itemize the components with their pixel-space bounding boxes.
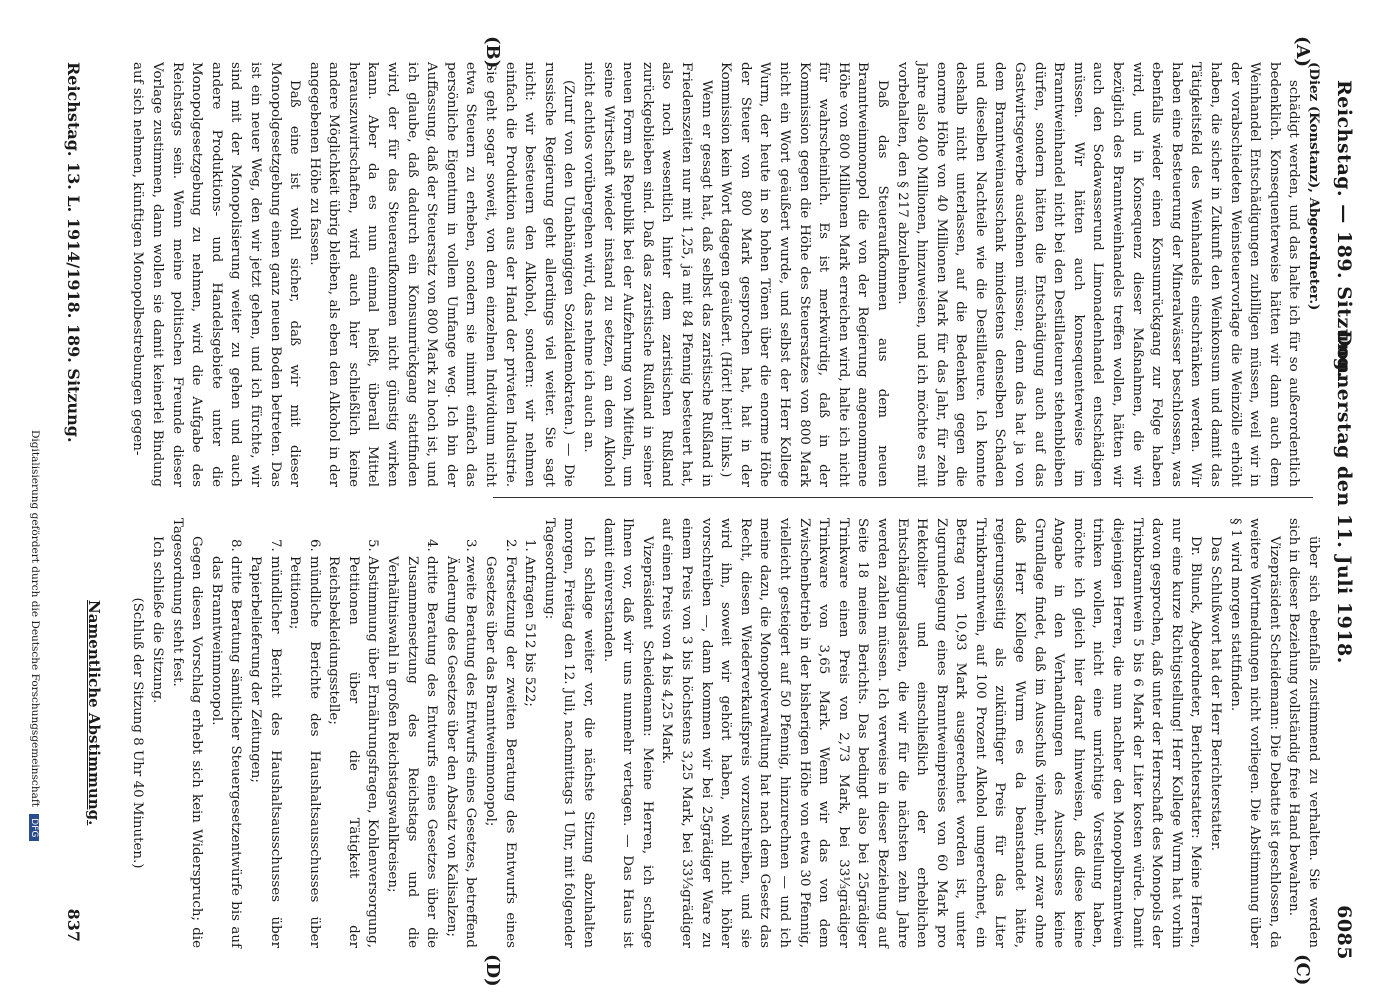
agenda-item: 2. Fortsetzung der zweiten Beratung des Entwurfs eines Gesetzes über das Branntweinmonopol; (480, 556, 519, 948)
agenda-item: 1. Anfragen 512 bis 522; (520, 556, 540, 948)
left-paragraph: Daß das Steueraufkommen aus dem neuen Branntweinmonopol die von der Regierung angenommene Höhe von 800 Millionen Mark erreichen wird, halte ich nicht für wahrscheinlich. Es ist merkwürdig, daß in der Kommission gegen die Höhe des Steuersatzes von 800 Mark nicht ein Wort geäußert wurde, und selbst der Herr Kollege Wurm, der heute in so hohen Tönen über die enorme Höhe der Steuer von 800 Mark gesprochen hat, hat in der Kommission kein Wort dagegen geäußert. (Hört! hört! links.) (718, 62, 890, 487)
digitization-note (29, 430, 41, 841)
page-footer (53, 62, 83, 942)
namentliche-heading: Namentliche Abstimmung. (85, 600, 103, 826)
header-center: Donnerstag den 11. Juli 1918. (1333, 330, 1355, 664)
footer-page-number: 837 (64, 908, 83, 942)
right-paragraph: Vizepräsident Scheidemann: Die Debatte ist geschlossen, da weitere Wortmeldungen nicht vorliegen. Die Abstimmung über § 1 wird morgen stattfinden. (1227, 518, 1282, 948)
right-paragraph: Dr. Blunck, Abgeordneter, Berichterstatter: Meine Herren, nur eine kurze Richtigstellung! Herr Kollege Wurm hat vorhin davon gesprochen, daß unter der Herrschaft des Monopols der Trinkbranntwein 5 bis 6 Mark der Liter kosten würde. Damit diejenigen Herren, die nun nachher den Monopolbranntwein trinken wollen, nicht eine unrichtige Vorstellung haben, möchte ich gleich hier darauf hinweisen, daß diese keine Angabe in den Verhandlungen des Ausschusses keine Grundlage findet, daß im Ausschuß vielmehr, und zwar ohne daß Herr Kollege Wurm es da beanstandet hätte, regierungsseitig als zukünftiger Preis für das Liter Trinkbranntwein, auf 100 Prozent Alkohol umgerechnet, ein Betrag von 10,93 Mark ausgerechnet worden ist, unter Zugrundelegung eines Branntweinpreises von 60 Mark pro Hektoliter und einschließlich der erheblichen Entschädigungslasten, die wir für die nächsten zehn Jahre werden zahlen müssen. Ich verweise in dieser Beziehung auf Seite 18 meines Berichts. Das bedingt also bei 25grädiger Trinkware einen Preis von 2,73 Mark, bei 33⅓grädiger Trinkware von 3,65 Mark. Wenn wir das von dem Zwischenbetrieb in der bisherigen Höhe von etwa 30 Pfennig, vielleicht gesteigert auf 50 Pfennig, hinzurechnen — und ich meine dazu, die Monopolverwaltung hat nach dem Gesetz das Recht, diesen Wiederverkaufspreis vorzuschreiben, und sie wird ihn, soweit wir gehört haben, wohl nicht höher vorschreiben —, dann kommen wir bei 25grädiger Ware zu einem Preis von 3 bis höchstens 3,25 Mark, bei 33⅓grädiger auf einen Preis von 4 bis 4,25 Mark. (659, 518, 1204, 948)
right-paragraph: Ich schlage weiter vor, die nächste Sitzung abzuhalten morgen, Freitag den 12. Juli, nachmittags 1 Uhr, mit folgender Tagesordnung: (541, 518, 597, 948)
closing-paragraph: Ich schließe die Sitzung. (149, 536, 165, 704)
column-divider (493, 497, 1313, 498)
digitization-text: Digitalisierung gefördert durch die Deutsche Forschungsgemeinschaft (29, 430, 41, 807)
agenda-item: 4. dritte Beratung des Entwurfs eines Gesetzes über die Zusammensetzung des Reichstags und die Verhältniswahl in großen Reichstagswahlkreisen; (383, 556, 442, 948)
left-column (128, 62, 1323, 487)
right-paragraph: Vizepräsident Scheidemann: Meine Herren, ich schlage Ihnen vor, daß wir uns nunmehr vertagen. — Das Haus ist damit einverstanden. (600, 518, 655, 948)
margin-c: (C) (1292, 954, 1313, 986)
footer-left: Reichstag. 13. L. 1914/1918. 189. Sitzung. (64, 62, 83, 443)
page-header (1327, 80, 1361, 960)
agenda-list (206, 518, 539, 948)
margin-b: (B) (482, 36, 503, 69)
session-end-note: (Schluß der Sitzung 8 Uhr 40 Minuten.) (130, 597, 146, 869)
right-paragraph: Das Schlußwort hat der Herr Berichterstatter. (1208, 536, 1224, 852)
header-left: Reichstag. — 189. Sitzung. (1333, 80, 1355, 379)
agenda-item: 8. dritte Beratung sämtlicher Steuergesetzentwürfe bis auf das Branntweinmonopol. (206, 556, 245, 948)
margin-d: (D) (482, 954, 503, 987)
left-paragraph: (Diez (Konstanz), Abgeordneter.) (1306, 62, 1322, 311)
closing-paragraph: Gegen diesen Vorschlag erhebt sich kein Widerspruch; die Tagesordnung steht fest. (169, 518, 205, 948)
left-paragraph: schädigt werden, und das halte ich für so außerordentlich bedenklich. Konsequenterweise hätten wir dann auch dem Weinhandel Entschädigungen zubilligen müssen, weil wir in der vorabschiedeten Weinsteuervorlage die Weinzölle erhöht haben, die sicher in Zukunft den Weinkonsum und damit das Tätigkeitsfeld des Weinhandels einschränken werden. Wir haben eine Besteuerung der Mineralwässer beschlossen, was ebenfalls wieder einen Konsumrückgang zur Folge haben wird, und in Konsequenz dieser Maßnahmen, die wir bezüglich des Branntweinhandels treffen wollen, hätten wir auch den Sodawasserund Limonadenhandel entschädigen müssen. Wir hätten auch konsequenterweise im Branntweinhandel nicht bei den Destillateuren stehenbleiben dürfen, sondern hätten die Entschädigung auch auf das Gastwirtsgewerbe ausdehnen müssen; denn das hat ja von dem Branntweinausschank mindestens denselben Schaden und dieselben Nachteile wie die Destillateure. Ich konnte deshalb nicht unterlassen, auf die Bedenken gegen die enorme Höhe von 40 Millionen Mark für das Jahr, für zehn Jahre also 400 Millionen, hinzuweisen, und ich möchte es mit vorbehalten, den § 217 abzulehnen. (894, 62, 1302, 487)
page-number: 6085 (1333, 905, 1355, 960)
right-paragraph: über sich ebenfalls zustimmend zu verhalten. Sie werden sich in dieser Beziehung vollständig freie Hand bewahren. (1286, 518, 1321, 948)
agenda-item: 6. mündliche Berichte des Haushaltsausschusses über Petitionen; (285, 556, 324, 948)
agenda-item: 5. Abstimmung über Ernährungsfragen, Kohlenversorgung, Petitionen über die Tätigkeit der Reichsbekleidungsstelle; (324, 556, 383, 948)
agenda-item: 7. mündlicher Bericht des Haushaltsausschusses über Papierbelieferung der Zeitungen; (245, 556, 284, 948)
right-column (128, 518, 1323, 948)
margin-a: (A) (1292, 36, 1313, 67)
left-paragraph: (Zuruf von den Unabhängigen Sozialdemokraten.) — Die russische Regierung geht allerdings viel weiter. Sie sagt nicht: wir besteuern den Alkohol, sondern: wir nehmen einfach die Produktion aus der Hand der privaten Industrie. Sie geht sogar soweit, von dem einzelnen Individuum nicht etwa Steuern zu erheben, sondern sie nimmt einfach das persönliche Eigentum in vollem Umfange weg. Ich bin der Auffassung, daß der Steuersatz von 800 Mark zu hoch ist, und ich glaube, daß dadurch ein Konsumrückgang stattfinden wird, der für das Steueraufkommen nicht günstig wirken kann. Aber da es nun einmal heißt, überall Mittel herauszuwirtschaften, wird auch hier schließlich keine andere Möglichkeit übrig bleiben, als eben den Alkohol in der angegebenen Höhe zu fassen. (306, 62, 577, 487)
dfg-logo: DFG (29, 814, 39, 841)
agenda-item: 3. zweite Beratung des Entwurfs eines Gesetzes, betreffend Änderung des Gesetzes über den Absatz von Kalisalzen; (441, 556, 480, 948)
left-paragraph: Wenn er gesagt hat, daß selbst das zaristische Rußland in Friedenszeiten nur mit 1,25, ja mit 84 Pfennig besteuert hat, also noch wesentlich hinter dem zaristischen Rußland zurückgeblieben sind. Daß das zaristische Rußland in seiner neuen Form als Republik bei der Aufzehrung von Mitteln, um seine Wirtschaft wieder instand zu setzen, an dem Alkohol nicht achtlos vorübergehen wird, das nehme ich auch an. (581, 62, 714, 487)
left-paragraph: Daß eine ist wohl sicher, daß wir mit dieser Monopolgesetzgebung einen ganz neuen Boden betreten. Das ist ein neuer Weg, den wir jetzt gehen, und ich fürchte, wir sind mit der Monopolisierung weiter zu gehen und auch andere Produktions- und Handelsgebiete unter die Monopolgesetzgebung zu nehmen, wird die Aufgabe des Reichstags sein. Wenn meine politischen Freunde dieser Vorlage zustimmen, dann wollen sie damit keinerlei Bindung auf sich nehmen, künftigen Monopolbestrebungen gegen- (130, 62, 303, 487)
